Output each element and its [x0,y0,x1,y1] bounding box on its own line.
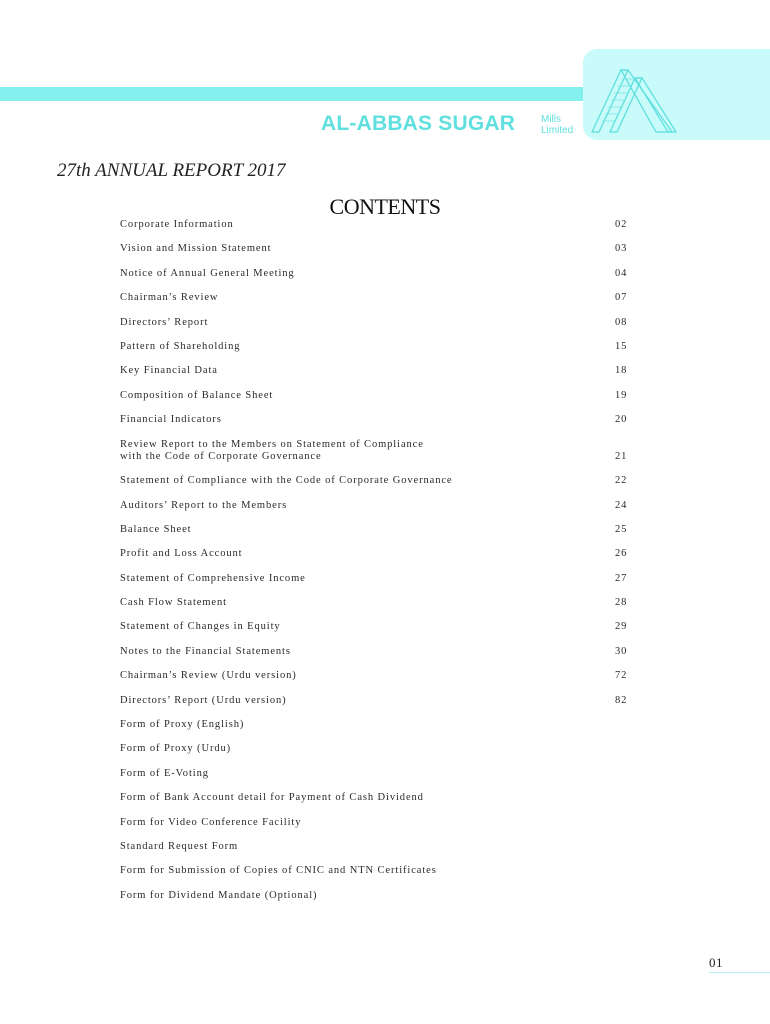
toc-entry [120,289,640,313]
toc-entry-page: 18 [615,365,628,377]
toc-entry-title: Composition of Balance Sheet [120,389,274,401]
toc-entry-title: Form of Proxy (Urdu) [120,743,232,755]
contents-heading: CONTENTS [329,194,441,219]
toc-entry-page: 24 [615,499,628,511]
toc-entry-page: 20 [615,414,628,426]
toc-entry [120,240,640,264]
toc-entry [120,887,640,911]
toc-entry [120,545,640,569]
toc-entry-title: Form of Bank Account detail for Payment of Cash Dividend [120,792,424,804]
toc-entry [120,740,640,764]
toc-entry [120,643,640,667]
toc-entry-title: Vision and Mission Statement [120,243,272,255]
report-title: 27th ANNUAL REPORT 2017 [57,160,286,181]
toc-entry-page: 30 [615,645,628,657]
page-number: 01 [709,955,723,970]
toc-entry [120,314,640,338]
toc-entry [120,594,640,618]
toc-entry-title: Standard Request Form [120,840,239,852]
toc-entry-title: Form of E-Voting [120,767,209,779]
company-suffix-mills: Mills [541,114,561,125]
company-name: AL-ABBAS SUGAR [321,112,516,135]
toc-entry-page: 29 [615,621,628,633]
toc-entry-title: Directors’ Report (Urdu version) [120,694,287,706]
toc-entry-title: Statement of Compliance with the Code of Corporate Governance [120,475,453,487]
toc-entry-title: Statement of Comprehensive Income [120,572,306,584]
toc-entry-title: Form of Proxy (English) [120,719,245,731]
toc-entry-title: Balance Sheet [120,523,192,535]
toc-entry [120,862,640,886]
toc-entry [120,436,640,473]
header-band [0,87,585,101]
toc-entry-page: 04 [615,267,628,279]
toc-entry [120,497,640,521]
toc-entry-page: 21 [615,451,628,463]
toc-entry-title: Chairman’s Review (Urdu version) [120,670,297,682]
toc-entry-page: 03 [615,243,628,255]
toc-entry [120,618,640,642]
toc-entry-page: 19 [615,389,628,401]
table-of-contents [120,216,640,911]
toc-entry-title: Chairman’s Review [120,292,219,304]
toc-entry [120,387,640,411]
toc-entry [120,521,640,545]
toc-entry-title: Financial Indicators [120,414,222,426]
company-suffix [541,114,573,136]
toc-entry [120,362,640,386]
toc-entry [120,216,640,240]
toc-entry [120,838,640,862]
toc-entry-page: 27 [615,572,628,584]
toc-entry-page: 07 [615,292,628,304]
toc-entry-title: Auditors’ Report to the Members [120,499,288,511]
toc-entry [120,472,640,496]
toc-entry-page: 02 [615,219,628,230]
toc-entry-title: Form for Submission of Copies of CNIC and NTN Certificates [120,865,437,877]
toc-entry-title: Profit and Loss Account [120,548,243,560]
toc-entry [120,265,640,289]
toc-entry-title: Directors’ Report [120,316,209,328]
toc-entry-page: 26 [615,548,628,560]
toc-entry-title: Review Report to the Members on Statement of Compliance with the Code of Corporate Governance [120,438,424,463]
toc-entry-title: Corporate Information [120,219,234,230]
toc-entry [120,716,640,740]
toc-entry-title: Notice of Annual General Meeting [120,267,295,279]
page-number-rule [709,972,770,973]
company-suffix-limited: Limited [541,125,574,136]
toc-entry-title: Pattern of Shareholding [120,340,241,352]
toc-entry-page: 08 [615,316,628,328]
toc-entry-title: Cash Flow Statement [120,597,227,609]
toc-entry-title: Form for Video Conference Facility [120,816,302,828]
toc-entry [120,338,640,362]
toc-entry [120,765,640,789]
toc-entry [120,814,640,838]
toc-entry [120,692,640,716]
toc-entry-page: 82 [615,694,628,706]
toc-entry [120,789,640,813]
toc-entry-title: Key Financial Data [120,365,218,377]
toc-entry-title: Statement of Changes in Equity [120,621,281,633]
toc-entry [120,411,640,435]
toc-entry [120,667,640,691]
toc-entry [120,570,640,594]
toc-entry-page: 72 [615,670,628,682]
toc-entry-page: 28 [615,597,628,609]
toc-entry-page: 25 [615,523,628,535]
toc-entry-title: Notes to the Financial Statements [120,645,291,657]
abbas-mountain-logo-icon [590,66,680,138]
toc-entry-title: Form for Dividend Mandate (Optional) [120,889,318,901]
toc-entry-page: 15 [615,340,628,352]
toc-entry-page: 22 [615,475,628,487]
